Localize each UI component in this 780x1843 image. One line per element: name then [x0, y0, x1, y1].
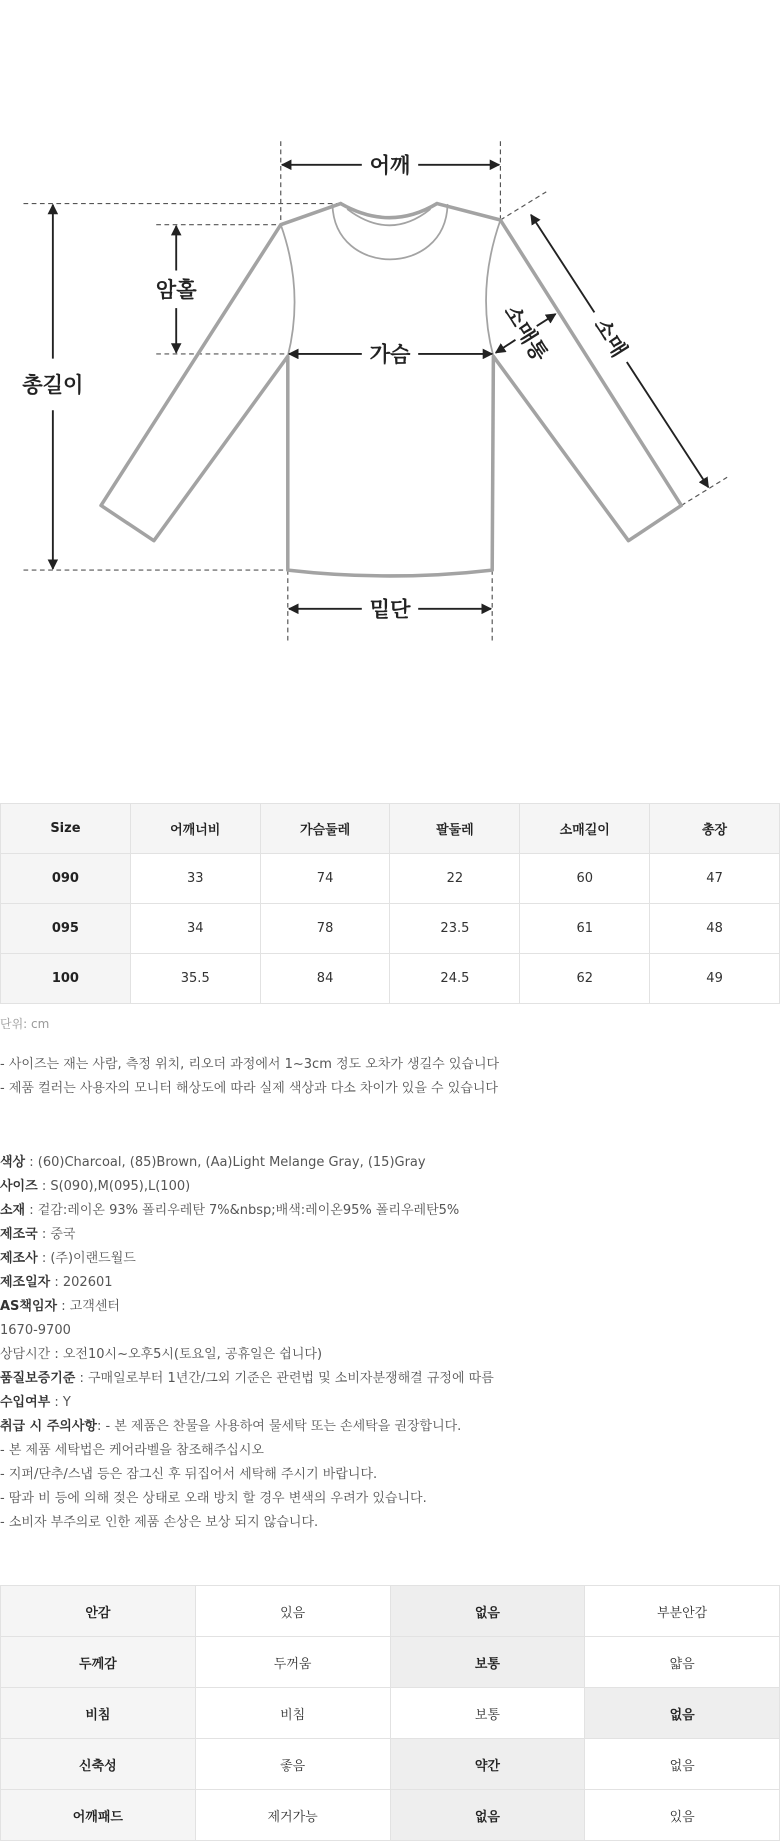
size-value: 74 — [261, 854, 391, 904]
info-label: 제조일자 — [0, 1275, 51, 1290]
info-line-manufacture-date — [0, 1271, 780, 1295]
info-line-care-detail — [0, 1439, 780, 1463]
info-value: : Y — [50, 1395, 71, 1410]
info-value: : 중국 — [37, 1227, 76, 1242]
info-line-manufacturer — [0, 1247, 780, 1271]
property-option: 약간 — [391, 1739, 586, 1790]
property-option: 보통 — [391, 1688, 586, 1739]
info-label: 사이즈 — [0, 1179, 38, 1194]
size-table-header: 가슴둘레 — [261, 804, 391, 854]
garment-collar-outer — [332, 205, 447, 260]
sleeve-width-arrow-outer — [537, 314, 556, 326]
note-line: - 제품 컬러는 사용자의 모니터 해상도에 따라 실제 색상과 다소 차이가 있을 수 있습니다 — [0, 1081, 498, 1096]
note-line: - 사이즈는 재는 사람, 측정 위치, 리오더 과정에서 1~3cm 정도 오차가 생길수 있습니다 — [0, 1057, 500, 1072]
info-value: : (60)Charcoal, (85)Brown, (Aa)Light Melange Gray, (15)Gray — [25, 1155, 426, 1170]
property-option: 없음 — [585, 1688, 780, 1739]
info-value: - 땀과 비 등에 의해 젖은 상태로 오래 방치 할 경우 변색의 우려가 있습니다. — [0, 1491, 427, 1506]
info-line-care-detail — [0, 1463, 780, 1487]
info-value: : 고객센터 — [57, 1299, 120, 1314]
info-label: 수입여부 — [0, 1395, 51, 1410]
size-value: 35.5 — [131, 954, 261, 1004]
property-option: 제거가능 — [196, 1790, 391, 1841]
product-info — [0, 1151, 780, 1535]
info-label: AS책임자 — [0, 1299, 58, 1314]
size-value: 78 — [261, 904, 391, 954]
info-line-material — [0, 1199, 780, 1223]
size-label: 100 — [1, 954, 131, 1004]
property-label: 어깨패드 — [1, 1790, 196, 1841]
info-value: : 겉감:레이온 93% 폴리우레탄 7%&nbsp;배색:레이온95% 폴리우레탄5% — [25, 1203, 460, 1218]
garment-illustration — [101, 204, 681, 576]
garment-armhole-right — [486, 220, 500, 356]
size-value: 48 — [650, 904, 780, 954]
info-value: : S(090),M(095),L(100) — [37, 1179, 191, 1194]
info-value: : - 본 제품은 찬물을 사용하여 물세탁 또는 손세탁을 권장합니다. — [96, 1419, 462, 1434]
unit-note: 단위: cm — [0, 1017, 50, 1031]
size-value: 61 — [520, 904, 650, 954]
property-label: 비침 — [1, 1688, 196, 1739]
size-value: 62 — [520, 954, 650, 1004]
garment-armhole-left — [281, 225, 295, 357]
total-length-label: 총길이 — [22, 371, 84, 397]
size-value: 49 — [650, 954, 780, 1004]
armhole-label: 암홀 — [155, 276, 197, 302]
sleeve-arrow-bottom — [627, 362, 709, 487]
size-notes — [0, 1053, 780, 1101]
property-option: 있음 — [196, 1586, 391, 1637]
size-label: 095 — [1, 904, 131, 954]
size-value: 47 — [650, 854, 780, 904]
sleeve-arrow-top — [531, 215, 594, 313]
chest-measure — [289, 341, 492, 366]
hem-measure — [289, 596, 491, 621]
info-line-care-detail — [0, 1511, 780, 1535]
property-label: 신축성 — [1, 1739, 196, 1790]
sleeve-width-measure — [496, 300, 556, 366]
size-table-header: 팔둘레 — [390, 804, 520, 854]
info-label: 색상 — [0, 1155, 26, 1170]
size-diagram-svg — [0, 0, 780, 803]
size-table-header: 소매길이 — [520, 804, 650, 854]
hem-label: 밑단 — [369, 596, 411, 622]
info-line-warranty — [0, 1367, 780, 1391]
info-label: 품질보증기준 — [0, 1371, 76, 1386]
info-value: : (주)이랜드월드 — [37, 1251, 136, 1266]
size-value: 34 — [131, 904, 261, 954]
armhole-measure — [156, 226, 197, 353]
size-value: 60 — [520, 854, 650, 904]
property-option: 얇음 — [585, 1637, 780, 1688]
sleeve-width-label: 소매통 — [499, 300, 554, 366]
info-line-care — [0, 1415, 780, 1439]
size-table-header: 어깨너비 — [131, 804, 261, 854]
property-option: 없음 — [391, 1586, 586, 1637]
info-line-as-contact — [0, 1295, 780, 1319]
info-value: - 지퍼/단추/스냅 등은 잠그신 후 뒤집어서 세탁해 주시기 바랍니다. — [0, 1467, 378, 1482]
size-value: 23.5 — [390, 904, 520, 954]
info-value: : 구매일로부터 1년간/그외 기준은 관련법 및 소비자분쟁해결 규정에 따름 — [75, 1371, 494, 1386]
total-length-measure — [21, 205, 83, 569]
info-value: : 202601 — [50, 1275, 113, 1290]
info-line-hours — [0, 1343, 780, 1367]
info-line-size — [0, 1175, 780, 1199]
size-label: 090 — [1, 854, 131, 904]
property-label: 두께감 — [1, 1637, 196, 1688]
info-label: 소재 — [0, 1203, 26, 1218]
property-option: 없음 — [391, 1790, 586, 1841]
shoulder-measure — [282, 152, 499, 177]
info-value: - 본 제품 세탁법은 케어라벨을 참조해주십시오 — [0, 1443, 264, 1458]
info-label: 취급 시 주의사항 — [0, 1419, 97, 1434]
info-label: 제조국 — [0, 1227, 38, 1242]
size-table-header: Size — [1, 804, 131, 854]
sleeve-width-arrow-inner — [496, 340, 516, 353]
property-option: 비침 — [196, 1688, 391, 1739]
info-line-phone — [0, 1319, 780, 1343]
property-label: 안감 — [1, 1586, 196, 1637]
info-value: 상담시간 : 오전10시~오후5시(토요일, 공휴일은 쉽니다) — [0, 1347, 323, 1362]
fabric-property-table — [0, 1585, 780, 1841]
size-value: 24.5 — [390, 954, 520, 1004]
property-option: 보통 — [391, 1637, 586, 1688]
property-option: 있음 — [585, 1790, 780, 1841]
info-line-country — [0, 1223, 780, 1247]
size-value: 22 — [390, 854, 520, 904]
property-option: 부분안감 — [585, 1586, 780, 1637]
size-table-header: 총장 — [650, 804, 780, 854]
info-line-color — [0, 1151, 780, 1175]
info-line-care-detail — [0, 1487, 780, 1511]
size-value: 84 — [261, 954, 391, 1004]
property-option: 두꺼움 — [196, 1637, 391, 1688]
sleeve-label: 소매 — [589, 313, 633, 362]
size-table — [0, 803, 780, 1004]
chest-label: 가슴 — [369, 341, 411, 367]
size-value: 33 — [131, 854, 261, 904]
size-diagram — [0, 0, 780, 803]
property-option: 없음 — [585, 1739, 780, 1790]
shoulder-label: 어깨 — [369, 152, 411, 178]
info-value: - 소비자 부주의로 인한 제품 손상은 보상 되지 않습니다. — [0, 1515, 319, 1530]
property-option: 좋음 — [196, 1739, 391, 1790]
guide-sleeve-top — [500, 192, 546, 220]
info-line-import — [0, 1391, 780, 1415]
info-label: 제조사 — [0, 1251, 38, 1266]
info-value: 1670-9700 — [0, 1323, 71, 1338]
